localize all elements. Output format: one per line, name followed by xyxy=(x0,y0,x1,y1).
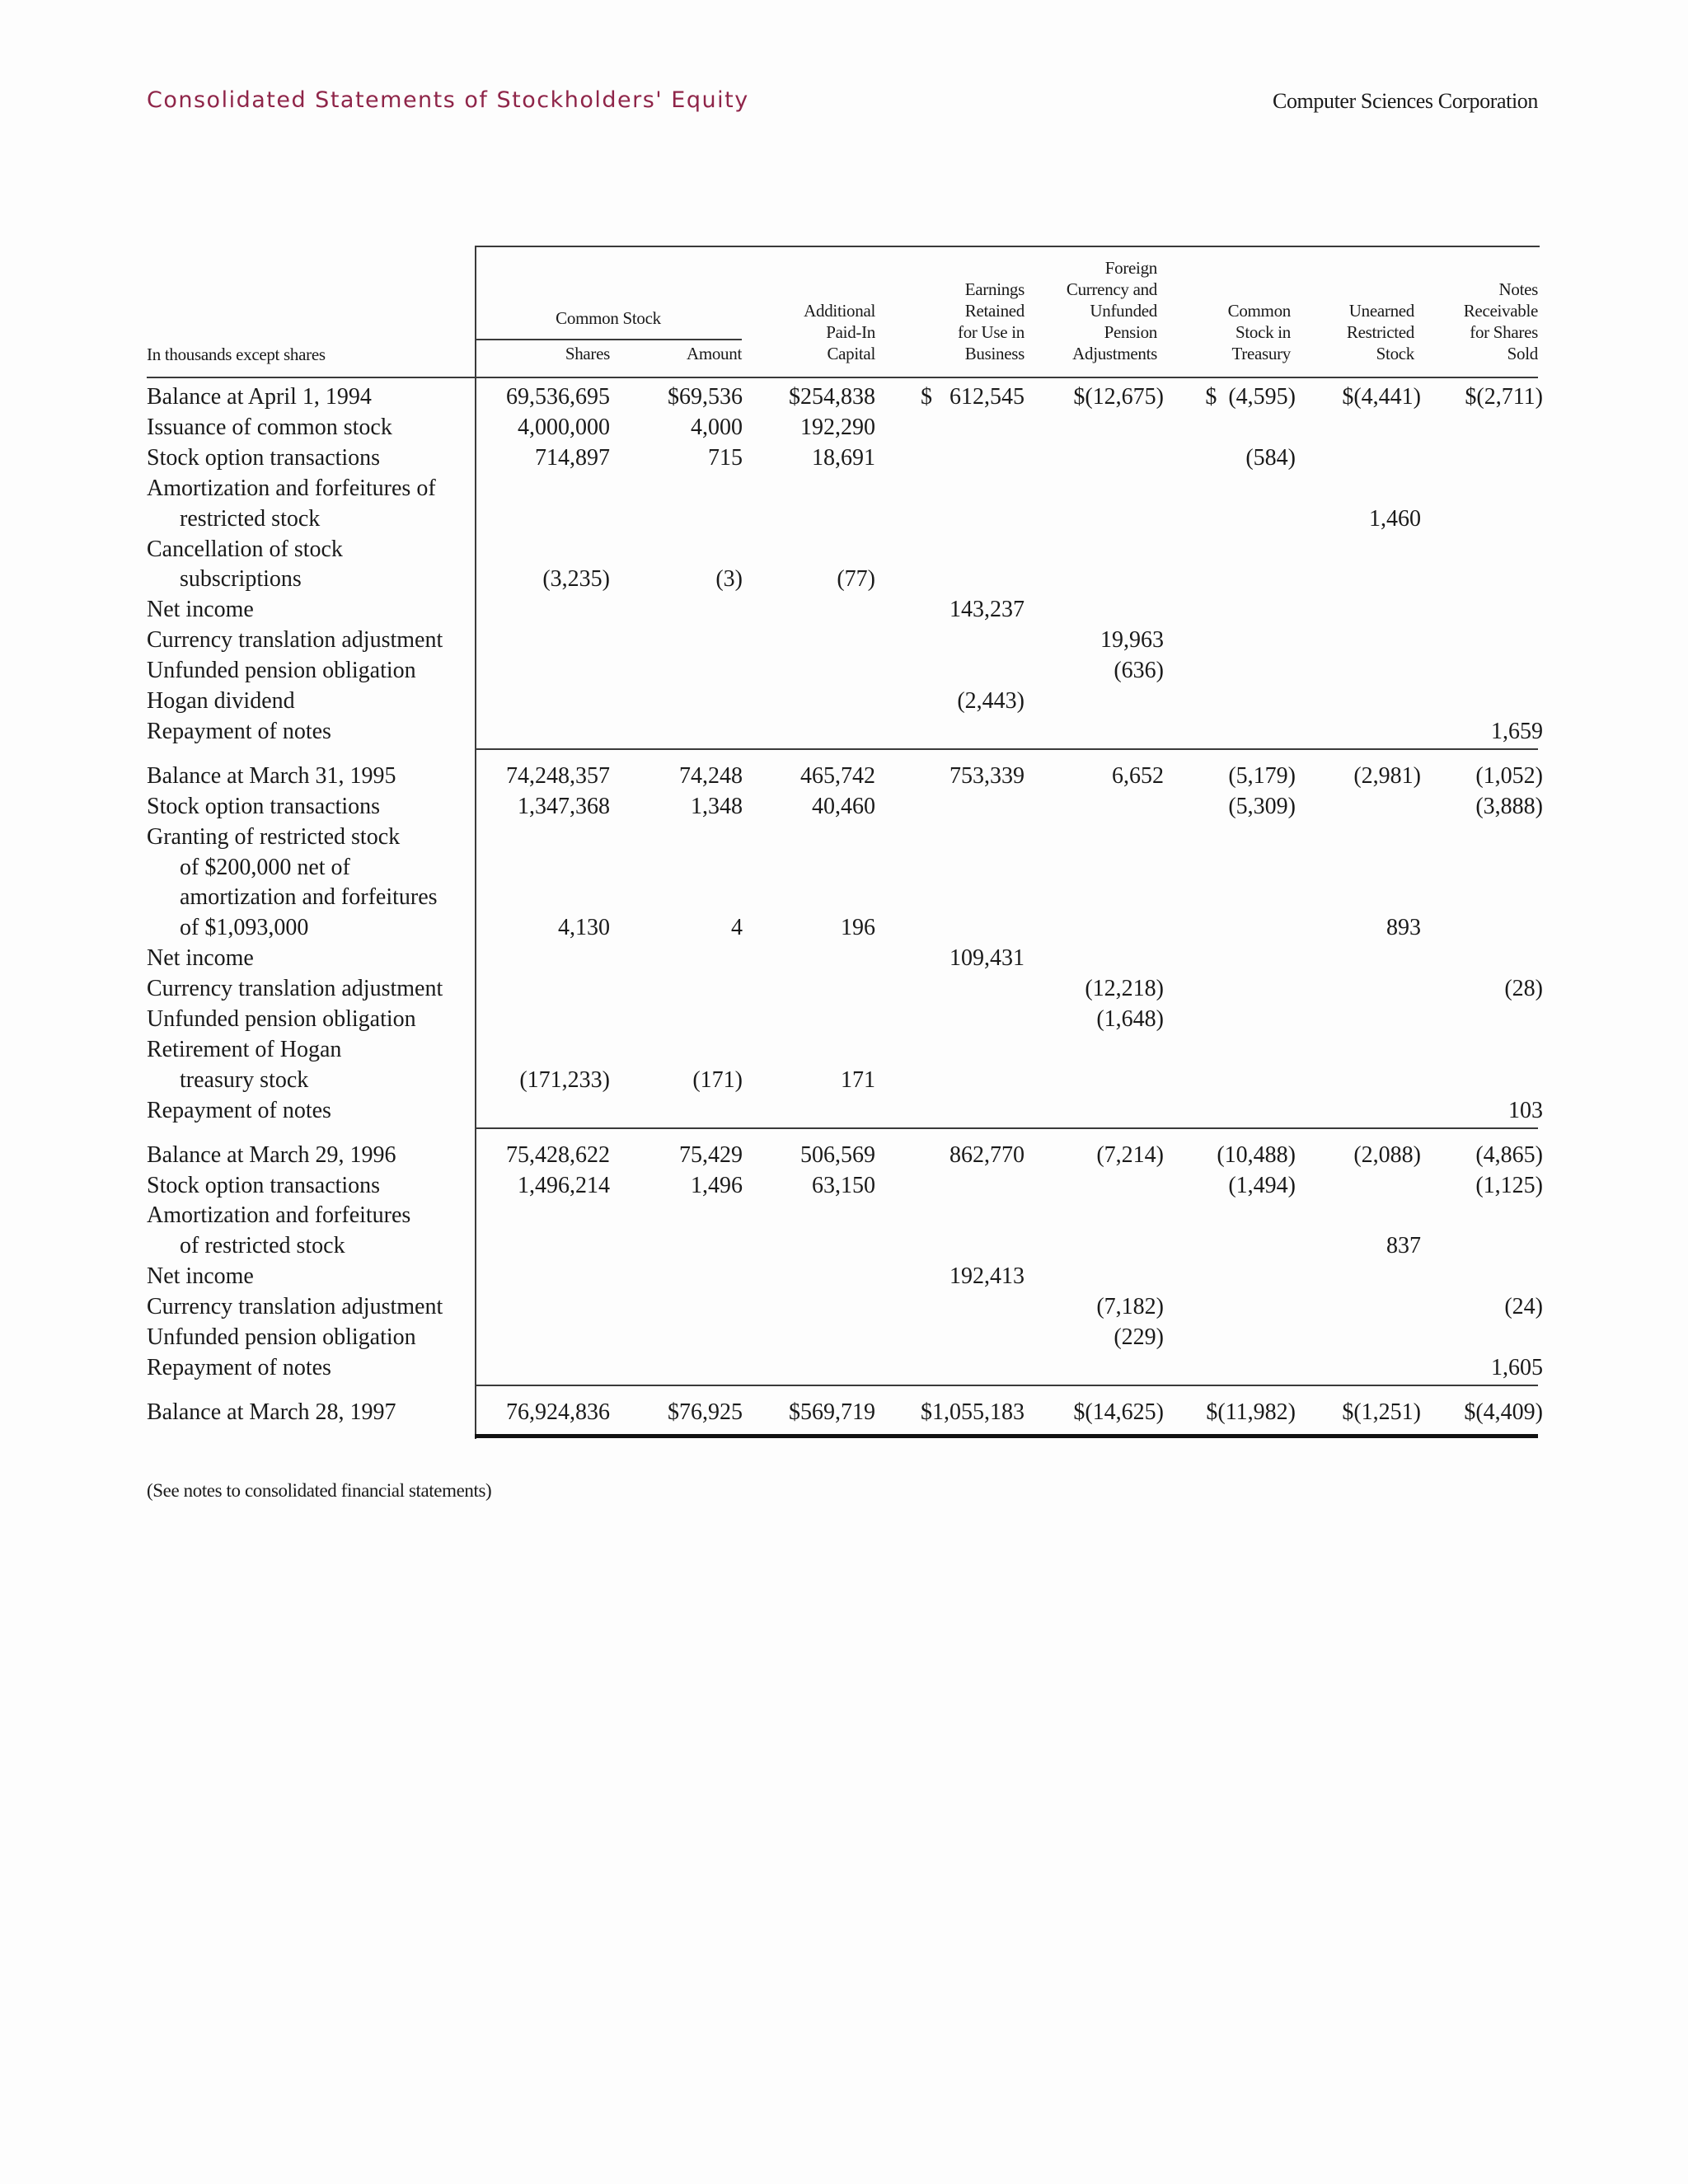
table-row xyxy=(0,791,1688,822)
cell-amount: 4 xyxy=(731,915,743,941)
cell-shares: 69,536,695 xyxy=(506,384,610,410)
cell-retained: 753,339 xyxy=(950,762,1025,789)
row-label: of $1,093,000 xyxy=(180,915,309,941)
row-label: subscriptions xyxy=(180,566,302,593)
column-header-line: Business xyxy=(964,344,1025,363)
cell-apic: $254,838 xyxy=(789,384,875,410)
cell-treasury: $ (4,595) xyxy=(1205,384,1296,410)
cell-notes: (3,888) xyxy=(1475,793,1543,819)
cell-unearned: (2,088) xyxy=(1353,1141,1421,1168)
row-label: Stock option transactions xyxy=(147,1172,381,1198)
cell-foreign: 19,963 xyxy=(1100,627,1164,654)
table-row xyxy=(0,1230,1688,1261)
cell-notes: (1,052) xyxy=(1475,762,1543,789)
row-label: Balance at April 1, 1994 xyxy=(147,384,372,410)
cell-apic: $569,719 xyxy=(789,1399,875,1425)
cell-amount: $76,925 xyxy=(668,1399,743,1425)
column-header-line: Pension xyxy=(1104,322,1157,342)
cell-retained: (2,443) xyxy=(957,688,1025,714)
cell-shares: 714,897 xyxy=(535,444,610,471)
cell-notes: 1,659 xyxy=(1491,718,1543,744)
cell-notes: 1,605 xyxy=(1491,1354,1543,1380)
cell-unearned: $(4,441) xyxy=(1342,384,1421,410)
table-row xyxy=(0,1322,1688,1352)
cell-amount: 1,348 xyxy=(691,793,743,819)
cell-unearned: $(1,251) xyxy=(1342,1399,1421,1425)
cell-amount: 715 xyxy=(708,444,743,471)
cell-apic: 196 xyxy=(841,915,875,941)
table-row xyxy=(0,655,1688,686)
column-header-line: for Use in xyxy=(958,322,1025,342)
column-header-line: Capital xyxy=(827,344,875,363)
column-header-line: Stock xyxy=(1376,344,1414,363)
cell-foreign: 6,652 xyxy=(1112,762,1164,789)
cell-retained: $1,055,183 xyxy=(921,1399,1025,1425)
column-header-line: Stock in xyxy=(1235,322,1291,342)
cell-shares: 76,924,836 xyxy=(506,1399,610,1425)
cell-retained: 109,431 xyxy=(950,945,1025,972)
table-row xyxy=(0,1291,1688,1322)
column-header-line: Common xyxy=(1227,301,1291,321)
row-label: Repayment of notes xyxy=(147,1097,331,1123)
section-rule xyxy=(476,1385,1538,1386)
row-label: Amortization and forfeitures xyxy=(147,1202,411,1229)
table-row xyxy=(0,852,1688,883)
cell-unearned: (2,981) xyxy=(1353,762,1421,789)
column-header-line: Earnings xyxy=(964,279,1025,299)
cell-unearned: 1,460 xyxy=(1369,505,1421,532)
column-header-line: Amount xyxy=(686,344,742,363)
section-rule xyxy=(476,748,1538,750)
column-header-line: Paid-In xyxy=(826,322,875,342)
cell-treasury: (584) xyxy=(1245,444,1296,471)
cell-foreign: (1,648) xyxy=(1096,1006,1164,1032)
row-label: Currency translation adjustment xyxy=(147,1294,443,1320)
row-label: Unfunded pension obligation xyxy=(147,658,416,684)
page-title: Consolidated Statements of Stockholders' Equity xyxy=(147,87,749,113)
table-row xyxy=(0,1170,1688,1201)
table-row xyxy=(0,1352,1688,1383)
table-row xyxy=(0,1140,1688,1170)
table-row xyxy=(0,1095,1688,1126)
row-label: Currency translation adjustment xyxy=(147,976,443,1002)
table-row xyxy=(0,1034,1688,1065)
row-label: Hogan dividend xyxy=(147,688,295,714)
cell-treasury: $(11,982) xyxy=(1206,1399,1296,1425)
cell-amount: $69,536 xyxy=(668,384,743,410)
table-row xyxy=(0,761,1688,791)
column-header-line: Unfunded xyxy=(1090,301,1157,321)
table-row xyxy=(0,1261,1688,1291)
cell-apic: 171 xyxy=(841,1066,875,1093)
column-header-line: Unearned xyxy=(1348,301,1414,321)
cell-treasury: (5,309) xyxy=(1228,793,1296,819)
cell-apic: 465,742 xyxy=(800,762,875,789)
cell-unearned: 837 xyxy=(1386,1233,1421,1259)
row-label: Balance at March 29, 1996 xyxy=(147,1141,396,1168)
row-label: Retirement of Hogan xyxy=(147,1036,342,1062)
column-header-line: Retained xyxy=(964,301,1025,321)
column-header-line: Sold xyxy=(1507,344,1538,363)
cell-amount: 1,496 xyxy=(691,1172,743,1198)
cell-shares: 4,130 xyxy=(558,915,610,941)
cell-foreign: (12,218) xyxy=(1085,976,1164,1002)
row-label: Net income xyxy=(147,945,254,972)
table-row xyxy=(0,534,1688,565)
cell-shares: (3,235) xyxy=(542,566,610,593)
cell-foreign: $(14,625) xyxy=(1073,1399,1164,1425)
table-row xyxy=(0,594,1688,625)
row-label: Balance at March 31, 1995 xyxy=(147,762,396,789)
row-label: Repayment of notes xyxy=(147,1354,331,1380)
column-header-notes xyxy=(1357,279,1538,364)
cell-treasury: (5,179) xyxy=(1228,762,1296,789)
table-row xyxy=(0,1065,1688,1095)
cell-foreign: (229) xyxy=(1114,1324,1164,1350)
cell-retained: 862,770 xyxy=(950,1141,1025,1168)
common-stock-group-header: Common Stock xyxy=(556,308,661,328)
row-label: of restricted stock xyxy=(180,1233,345,1259)
cell-apic: 63,150 xyxy=(812,1172,875,1198)
cell-notes: (28) xyxy=(1504,976,1543,1002)
row-label: Granting of restricted stock xyxy=(147,823,401,850)
table-row xyxy=(0,686,1688,716)
section-rule xyxy=(476,1127,1538,1129)
cell-unearned: 893 xyxy=(1386,915,1421,941)
cell-notes: (4,865) xyxy=(1475,1141,1543,1168)
table-row xyxy=(0,912,1688,943)
cell-amount: 4,000 xyxy=(691,414,743,440)
row-label: restricted stock xyxy=(180,505,321,532)
table-row xyxy=(0,882,1688,912)
row-label: Stock option transactions xyxy=(147,793,381,819)
table-row xyxy=(0,1004,1688,1034)
cell-treasury: (1,494) xyxy=(1228,1172,1296,1198)
cell-shares: 75,428,622 xyxy=(506,1141,610,1168)
company-name: Computer Sciences Corporation xyxy=(1273,89,1538,113)
table-row xyxy=(0,564,1688,594)
cell-notes: $(4,409) xyxy=(1464,1399,1543,1425)
row-label: Currency translation adjustment xyxy=(147,627,443,654)
cell-treasury: (10,488) xyxy=(1217,1141,1296,1168)
table-row xyxy=(0,504,1688,534)
row-label: Cancellation of stock xyxy=(147,536,343,562)
footnote: (See notes to consolidated financial statements) xyxy=(147,1480,492,1501)
table-row xyxy=(0,716,1688,747)
cell-shares: 1,496,214 xyxy=(518,1172,610,1198)
cell-apic: 40,460 xyxy=(812,793,875,819)
row-label: Repayment of notes xyxy=(147,718,331,744)
cell-notes: (1,125) xyxy=(1475,1172,1543,1198)
column-header-line: Currency and xyxy=(1066,279,1157,299)
column-header-line: Additional xyxy=(804,301,875,321)
column-header-line: for Shares xyxy=(1470,322,1538,342)
row-label: Unfunded pension obligation xyxy=(147,1006,416,1032)
cell-shares: 1,347,368 xyxy=(518,793,610,819)
table-row xyxy=(0,625,1688,655)
cell-notes: (24) xyxy=(1504,1294,1543,1320)
column-header-line: Shares xyxy=(565,344,610,363)
cell-foreign: (7,214) xyxy=(1096,1141,1164,1168)
column-header-line: Restricted xyxy=(1346,322,1414,342)
row-label: Net income xyxy=(147,1263,254,1290)
cell-amount: 74,248 xyxy=(679,762,743,789)
table-row xyxy=(0,473,1688,504)
row-label: of $200,000 net of xyxy=(180,854,350,880)
cell-amount: 75,429 xyxy=(679,1141,743,1168)
row-label: Stock option transactions xyxy=(147,444,381,471)
row-label: Unfunded pension obligation xyxy=(147,1324,416,1350)
table-row xyxy=(0,1200,1688,1230)
cell-apic: 18,691 xyxy=(812,444,875,471)
cell-amount: (171) xyxy=(692,1066,743,1093)
column-header-line: Treasury xyxy=(1231,344,1291,363)
row-label: Net income xyxy=(147,597,254,623)
table-row xyxy=(0,973,1688,1004)
header-rule xyxy=(147,377,1538,378)
cell-apic: 506,569 xyxy=(800,1141,875,1168)
cell-retained: $ 612,545 xyxy=(921,384,1025,410)
table-row xyxy=(0,822,1688,852)
table-row xyxy=(0,382,1688,412)
cell-notes: 103 xyxy=(1508,1097,1543,1123)
cell-shares: 4,000,000 xyxy=(518,414,610,440)
row-label: Balance at March 28, 1997 xyxy=(147,1399,396,1425)
cell-apic: (77) xyxy=(837,566,875,593)
cell-retained: 143,237 xyxy=(950,597,1025,623)
row-label: treasury stock xyxy=(180,1066,309,1093)
table-bottom-rule xyxy=(475,1434,1538,1438)
row-label: amortization and forfeitures xyxy=(180,884,438,911)
row-label: Amortization and forfeitures of xyxy=(147,475,436,501)
column-header-line: Foreign xyxy=(1104,258,1157,278)
cell-amount: (3) xyxy=(715,566,743,593)
table-row xyxy=(0,443,1688,473)
cell-notes: $(2,711) xyxy=(1465,384,1543,410)
table-row xyxy=(0,1397,1688,1427)
cell-retained: 192,413 xyxy=(950,1263,1025,1290)
cell-foreign: (636) xyxy=(1114,658,1164,684)
column-header-line: Notes xyxy=(1498,279,1538,299)
column-header-line: Receivable xyxy=(1463,301,1538,321)
row-label: Issuance of common stock xyxy=(147,414,392,440)
table-row xyxy=(0,412,1688,443)
cell-shares: (171,233) xyxy=(519,1066,610,1093)
column-header-line: Adjustments xyxy=(1072,344,1157,363)
cell-shares: 74,248,357 xyxy=(506,762,610,789)
table-row xyxy=(0,943,1688,973)
cell-foreign: (7,182) xyxy=(1096,1294,1164,1320)
cell-foreign: $(12,675) xyxy=(1073,384,1164,410)
cell-apic: 192,290 xyxy=(800,414,875,440)
units-label: In thousands except shares xyxy=(147,344,326,364)
